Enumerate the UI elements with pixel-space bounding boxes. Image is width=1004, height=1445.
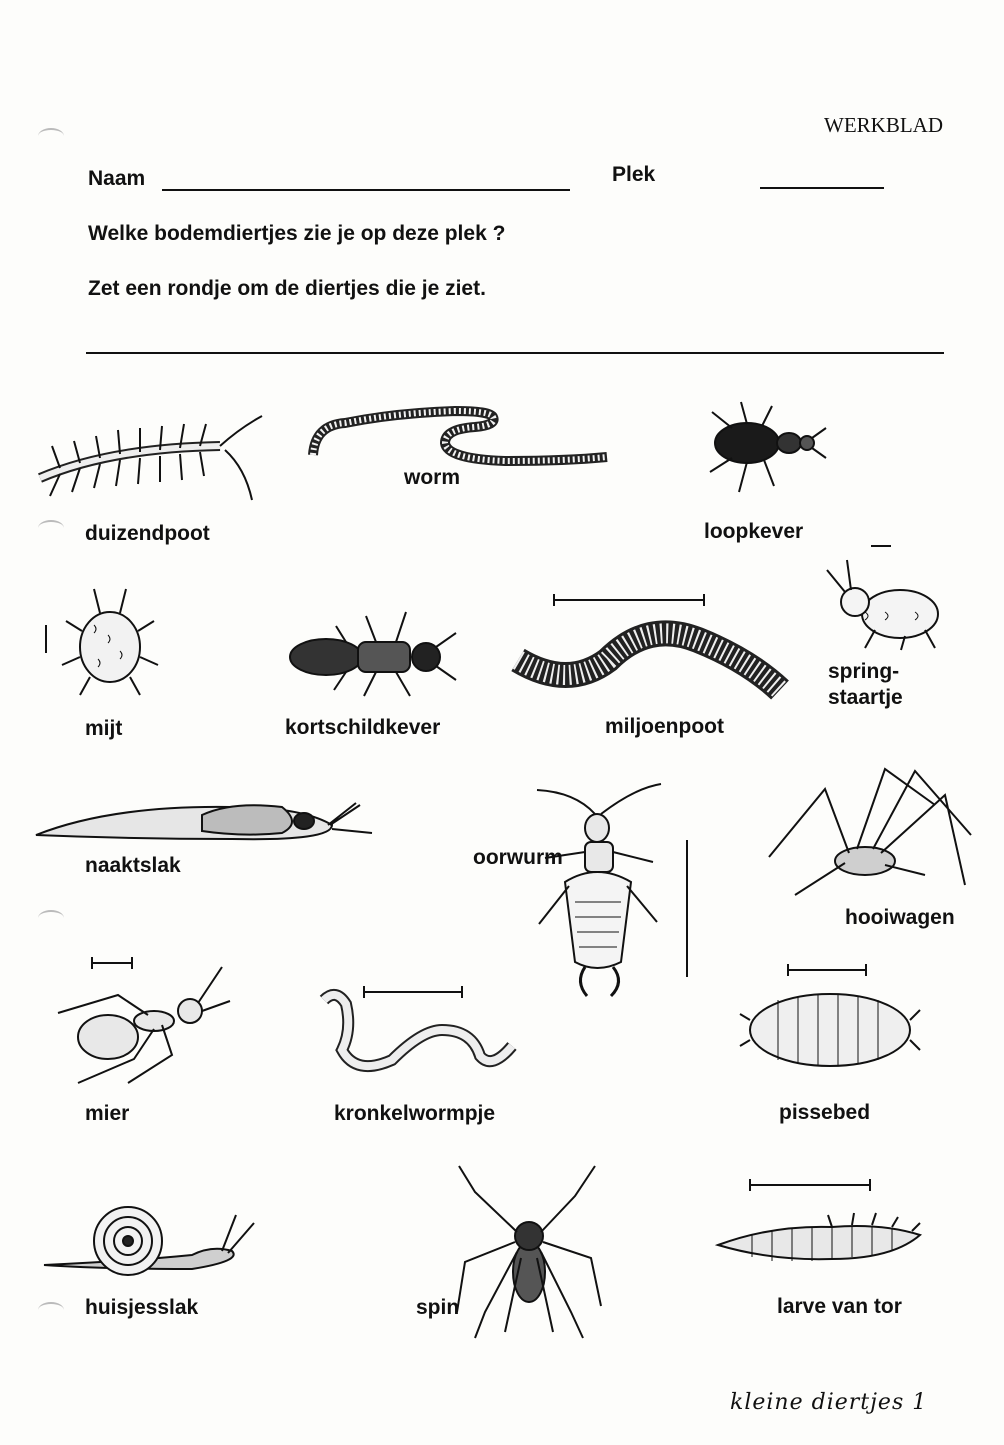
label-oorwurm: oorwurm [473,846,563,869]
punch-hole [38,520,64,536]
label-naaktslak: naaktslak [85,854,181,877]
label-loopkever: loopkever [704,520,804,543]
label-mier: mier [85,1102,130,1125]
label-pissebed: pissebed [779,1101,871,1124]
label-miljoenpoot: miljoenpoot [605,715,724,738]
label-kronkelwormpje: kronkelwormpje [334,1102,496,1125]
name-field-line[interactable] [162,189,570,191]
worm-illustration[interactable] [305,395,610,475]
ant-illustration[interactable] [38,955,233,1090]
label-kortschildkever: kortschildkever [285,716,441,739]
place-label: Plek [612,163,656,186]
handwritten-note: kleine diertjes 1 [730,1390,928,1415]
label-duizendpoot: duizendpoot [85,522,210,545]
woodlouse-illustration[interactable] [738,960,923,1075]
separator-line [86,352,944,354]
name-label: Naam [88,167,146,190]
centipede-illustration[interactable] [30,408,270,508]
earwig-illustration[interactable] [535,782,705,1007]
ground-beetle-illustration[interactable] [692,398,832,498]
label-hooiwagen: hooiwagen [845,906,955,929]
rove-beetle-illustration[interactable] [286,602,466,702]
label-mijt: mijt [85,717,123,740]
label-springstaartje-line2: staartje [828,686,903,709]
instruction-text: Zet een rondje om de diertjes die je ziet. [88,277,486,300]
springtail-illustration[interactable] [815,542,945,652]
spider-illustration[interactable] [455,1162,605,1342]
label-spin: spin [416,1296,460,1319]
punch-hole [38,1302,64,1318]
worksheet-header: WERKBLAD [824,113,943,137]
place-field-line[interactable] [760,187,884,189]
question-text: Welke bodemdiertjes zie je op deze plek ? [88,222,506,245]
harvestman-illustration[interactable] [765,765,980,900]
small-worm-illustration[interactable] [312,980,522,1090]
punch-hole [38,910,64,926]
label-larve-van-tor: larve van tor [777,1295,902,1318]
label-huisjesslak: huisjesslak [85,1296,199,1319]
slug-illustration[interactable] [32,795,377,855]
label-worm: worm [404,466,461,489]
beetle-larva-illustration[interactable] [712,1175,927,1275]
punch-hole [38,128,64,144]
millipede-illustration[interactable] [508,590,788,720]
snail-illustration[interactable] [42,1205,257,1290]
mite-illustration[interactable] [38,585,158,700]
label-springstaartje-line1: spring- [828,660,900,683]
